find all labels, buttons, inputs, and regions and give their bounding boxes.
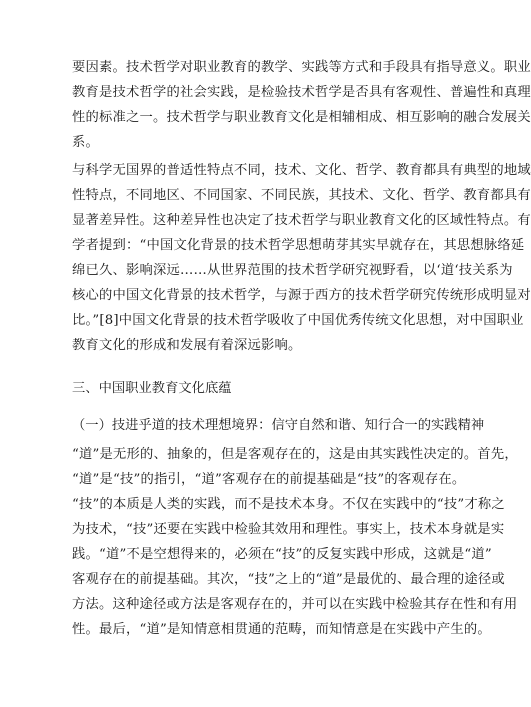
paragraph-2: [72, 158, 531, 358]
paragraph-3: [72, 442, 518, 642]
paragraph-1: [72, 55, 531, 155]
text-line: “技”的本质是人类的实践，而不是技术本身。不仅在实践中的“技”才称之: [72, 497, 505, 512]
text-line: 与科学无国界的普适性特点不同，技术、文化、哲学、教育都具有典型的地域: [72, 163, 531, 178]
text-line: 学者提到：“中国文化背景的技术哲学思想萌芽其实早就存在，其思想脉络延: [72, 238, 525, 253]
text-line: 要因素。技术哲学对职业教育的教学、实践等方式和手段具有指导意义。职业: [72, 60, 531, 75]
section-heading: 三、中国职业教育文化底蕴: [72, 381, 232, 396]
text-line: 性的标准之一。技术哲学与职业教育文化是相辅相成、相互影响的融合发展关: [72, 110, 531, 125]
text-line: 教育是技术哲学的社会实践，是检验技术哲学是否具有客观性、普遍性和真理: [72, 85, 531, 100]
text-line: 系。: [72, 135, 99, 150]
text-line: “道”是“技”的指引，“道”客观存在的前提基础是“技”的客观存在。: [72, 472, 466, 487]
text-line: 比。”[8]中国文化背景的技术哲学吸收了中国优秀传统文化思想，对中国职业: [72, 313, 524, 328]
text-line: 绵已久、影响深远……从世界范围的技术哲学研究视野看，以‘道‘技关系为: [72, 263, 513, 278]
text-line: 客观存在的前提基础。其次，“技”之上的“道”是最优的、最合理的途径或: [72, 572, 505, 587]
text-line: “道”是无形的、抽象的，但是客观存在的，这是由其实践性决定的。首先，: [72, 447, 518, 462]
text-line: 践。“道”不是空想得来的，必须在“技”的反复实践中形成，这就是“道”: [72, 547, 492, 562]
text-line: 性。最后，“道”是知情意相贯通的范畴，而知情意是在实践中产生的。: [72, 622, 491, 637]
text-line: 教育文化的形成和发展有着深远影响。: [72, 338, 302, 353]
text-line: 性特点，不同地区、不同国家、不同民族，其技术、文化、哲学、教育都具有: [72, 188, 531, 203]
text-line: 核心的中国文化背景的技术哲学，与源于西方的技术哲学研究传统形成明显对: [72, 288, 531, 303]
text-line: 方法。这种途径或方法是客观存在的，并可以在实践中检验其存在性和有用: [72, 597, 518, 612]
text-line: 显著差异性。这种差异性也决定了技术哲学与职业教育文化的区域性特点。有: [72, 213, 531, 228]
text-line: 为技术，“技”还要在实践中检验其效用和理性。事实上，技术本身就是实: [72, 522, 505, 537]
subsection-heading: （一）技进乎道的技术理想境界：信守自然和谐、知行合一的实践精神: [72, 418, 485, 433]
